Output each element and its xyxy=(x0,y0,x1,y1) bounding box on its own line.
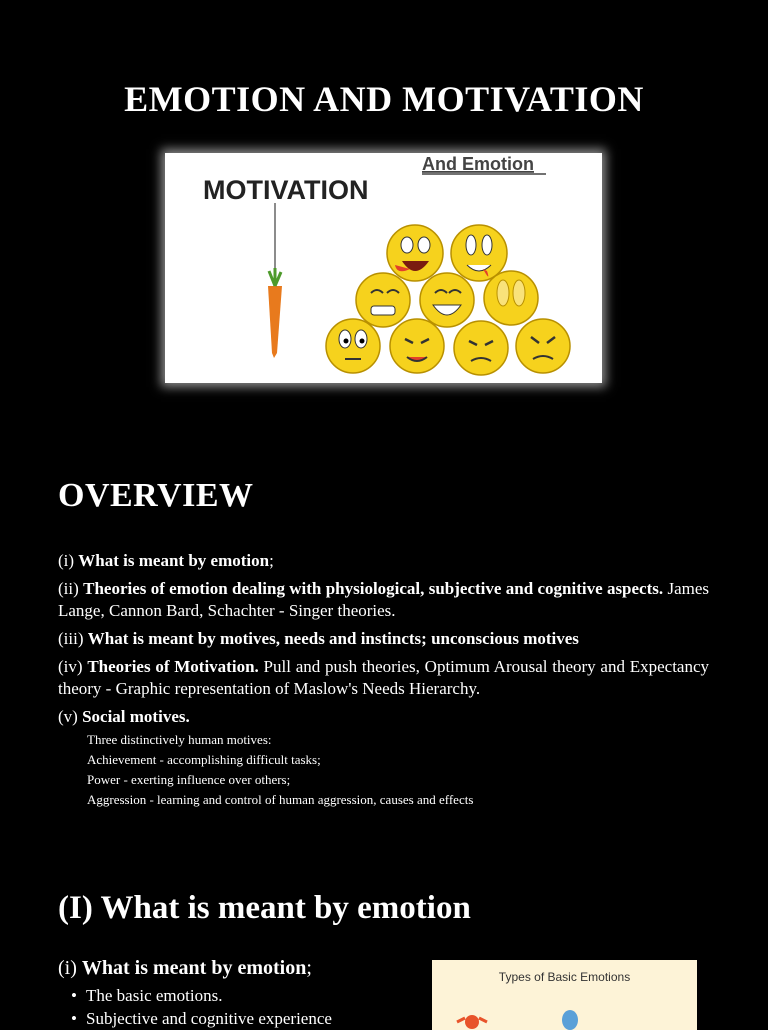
overview-item: (i) What is meant by emotion; xyxy=(58,551,274,570)
hero-main-text: MOTIVATION xyxy=(203,175,369,205)
overview-item: (iv) Theories of Motivation. Pull and push theories, Optimum Arousal theory and Expectancy theory - Graphic representation of Maslow's Needs Hierarchy. xyxy=(58,657,710,698)
section-heading: (I) What is meant by emotion xyxy=(58,890,471,926)
hero-sub-text: And Emotion xyxy=(422,154,534,174)
overview-list xyxy=(58,550,709,810)
overview-heading: OVERVIEW xyxy=(58,477,254,514)
emotion-figures-icon xyxy=(432,960,697,1030)
emoji-faces-icon xyxy=(326,225,570,375)
emotions-image-title: Types of Basic Emotions xyxy=(498,970,631,984)
bullet-item: • Subjective and cognitive experience xyxy=(86,1007,418,1030)
overview-item: (iii) What is meant by motives, needs and instincts; unconscious motives xyxy=(58,629,579,648)
social-motives-list xyxy=(87,730,709,810)
slide-title: EMOTION AND MOTIVATION xyxy=(124,79,644,119)
social-motive-line: Achievement - accomplishing difficult tasks; xyxy=(87,752,321,767)
social-motive-line: Power - exerting influence over others; xyxy=(87,772,291,787)
bullet-item: • The basic emotions. xyxy=(86,984,418,1007)
basic-emotions-image xyxy=(432,960,697,1030)
carrot-icon xyxy=(268,268,282,358)
social-motive-line: Three distinctively human motives: xyxy=(87,732,272,747)
social-motive-line: Aggression - learning and control of human aggression, causes and effects xyxy=(87,792,474,807)
section-lead: (i) What is meant by emotion; xyxy=(58,957,312,979)
section-body xyxy=(58,957,418,1030)
motivation-emotion-image xyxy=(165,153,602,383)
overview-item: (ii) Theories of emotion dealing with physiological, subjective and cognitive aspects. James Lange, Cannon Bard, Schachter - Singer theories. xyxy=(58,579,710,620)
overview-item: (v) Social motives. xyxy=(58,707,190,726)
